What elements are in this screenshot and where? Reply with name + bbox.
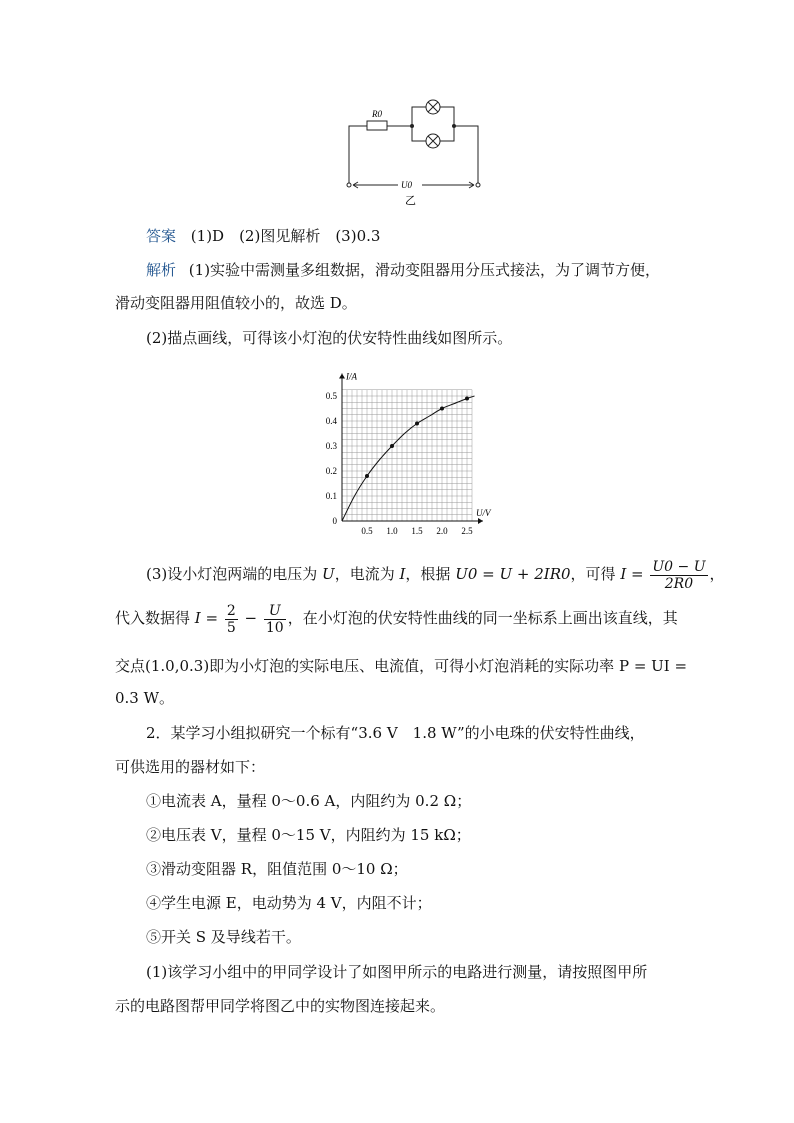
fraction	[264, 603, 286, 636]
fraction-denominator: 10	[265, 619, 284, 636]
q2-para-2: 示的电路图帮甲同学将图乙中的实物图连接起来。	[115, 997, 446, 1015]
part3-text: 代入数据得	[115, 609, 195, 627]
x-axis-arrow	[478, 518, 483, 524]
part3-text: ，可得	[570, 565, 621, 583]
y-axis-label: I/A	[346, 371, 357, 382]
q2-para-1: (1)该学习小组中的甲同学设计了如图甲所示的电路进行测量，请按照图甲所	[146, 963, 648, 981]
resistor-label: R0	[372, 109, 382, 119]
chart-grid	[342, 390, 472, 521]
y-axis-arrow	[339, 374, 345, 379]
data-point	[415, 422, 419, 426]
answer-text: (1)D (2)图见解析 (3)0.3	[190, 227, 381, 245]
x-tick-label: 1.0	[386, 526, 398, 535]
x-tick-label: 1.5	[411, 526, 423, 535]
q2-item-4: ④学生电源 E，电动势为 4 V，内阻不计；	[146, 894, 432, 912]
part3-line-2	[115, 600, 678, 636]
y-tick-label: 0.5	[325, 391, 337, 401]
voltage-label: U0	[401, 180, 412, 190]
part3-text: ，	[709, 565, 725, 583]
analysis-line-2: 滑动变阻器用阻值较小的，故选 D。	[115, 294, 357, 312]
q2-item-2: ②电压表 V，量程 0～15 V，内阻约为 15 kΩ；	[146, 826, 471, 844]
fraction	[650, 559, 707, 592]
iv-curve-chart	[320, 360, 510, 535]
y-tick-label: 0.1	[325, 491, 337, 501]
y-tick-label: 0.2	[325, 466, 337, 476]
analysis-line-1	[146, 260, 660, 280]
var-I: I	[194, 609, 201, 627]
fraction-numerator: U0 − U	[652, 558, 706, 575]
fraction-denominator: 2R0	[664, 575, 694, 592]
analysis-text-1: (1)实验中需测量多组数据，滑动变阻器用分压式接法，为了调节方便，	[188, 261, 661, 279]
data-point	[390, 444, 394, 448]
q2-item-1: ①电流表 A，量程 0～0.6 A，内阻约为 0.2 Ω；	[146, 792, 472, 810]
answer-line	[146, 226, 380, 246]
fraction-numerator: U	[264, 603, 286, 620]
y-tick-label: 0.3	[325, 441, 337, 451]
minus-sign: −	[239, 609, 262, 627]
q2-item-3: ③滑动变阻器 R，阻值范围 0～10 Ω；	[146, 860, 408, 878]
origin-label: 0	[332, 516, 337, 526]
equals-sign: =	[200, 609, 223, 627]
q2-line-1: 2．某学习小组拟研究一个标有“3.6 V 1.8 W”的小电珠的伏安特性曲线，	[146, 724, 645, 742]
x-tick-label: 0.5	[361, 526, 373, 535]
q2-line-2: 可供选用的器材如下：	[115, 758, 266, 776]
var-I: I	[399, 565, 406, 583]
data-point	[440, 407, 444, 411]
equation-text: U0 = U + 2IR0	[455, 565, 571, 583]
part3-text: ，电流为	[334, 565, 400, 583]
part3-text: ，在小灯泡的伏安特性曲线的同一坐标系上画出该直线，其	[287, 609, 678, 627]
fraction	[225, 603, 238, 636]
analysis-line-3: (2)描点画线，可得该小灯泡的伏安特性曲线如图所示。	[146, 329, 513, 347]
data-point	[465, 397, 469, 401]
part3-text: (3)设小灯泡两端的电压为	[146, 565, 323, 583]
part3-line-4: 0.3 W。	[115, 689, 175, 707]
var-U: U	[322, 565, 335, 583]
answer-label: 答案	[146, 227, 177, 245]
x-tick-label: 2.5	[461, 526, 473, 535]
var-I: I	[620, 565, 627, 583]
q2-item-5: ⑤开关 S 及导线若干。	[146, 928, 301, 946]
part3-text: ，根据	[405, 565, 456, 583]
x-axis-label: U/V	[476, 508, 491, 518]
figure-label: 乙	[405, 195, 416, 207]
equals-sign: =	[626, 565, 649, 583]
circuit-diagram	[340, 95, 490, 210]
y-tick-label: 0.4	[325, 416, 337, 426]
data-point	[365, 474, 369, 478]
part3-line-1	[146, 556, 725, 592]
analysis-label: 解析	[146, 261, 177, 279]
fraction-numerator: 2	[226, 602, 236, 619]
part3-line-3: 交点(1.0,0.3)即为小灯泡的实际电压、电流值，可得小灯泡消耗的实际功率 P = UI =	[115, 657, 688, 675]
x-tick-label: 2.0	[436, 526, 448, 535]
fraction-denominator: 5	[226, 619, 236, 636]
